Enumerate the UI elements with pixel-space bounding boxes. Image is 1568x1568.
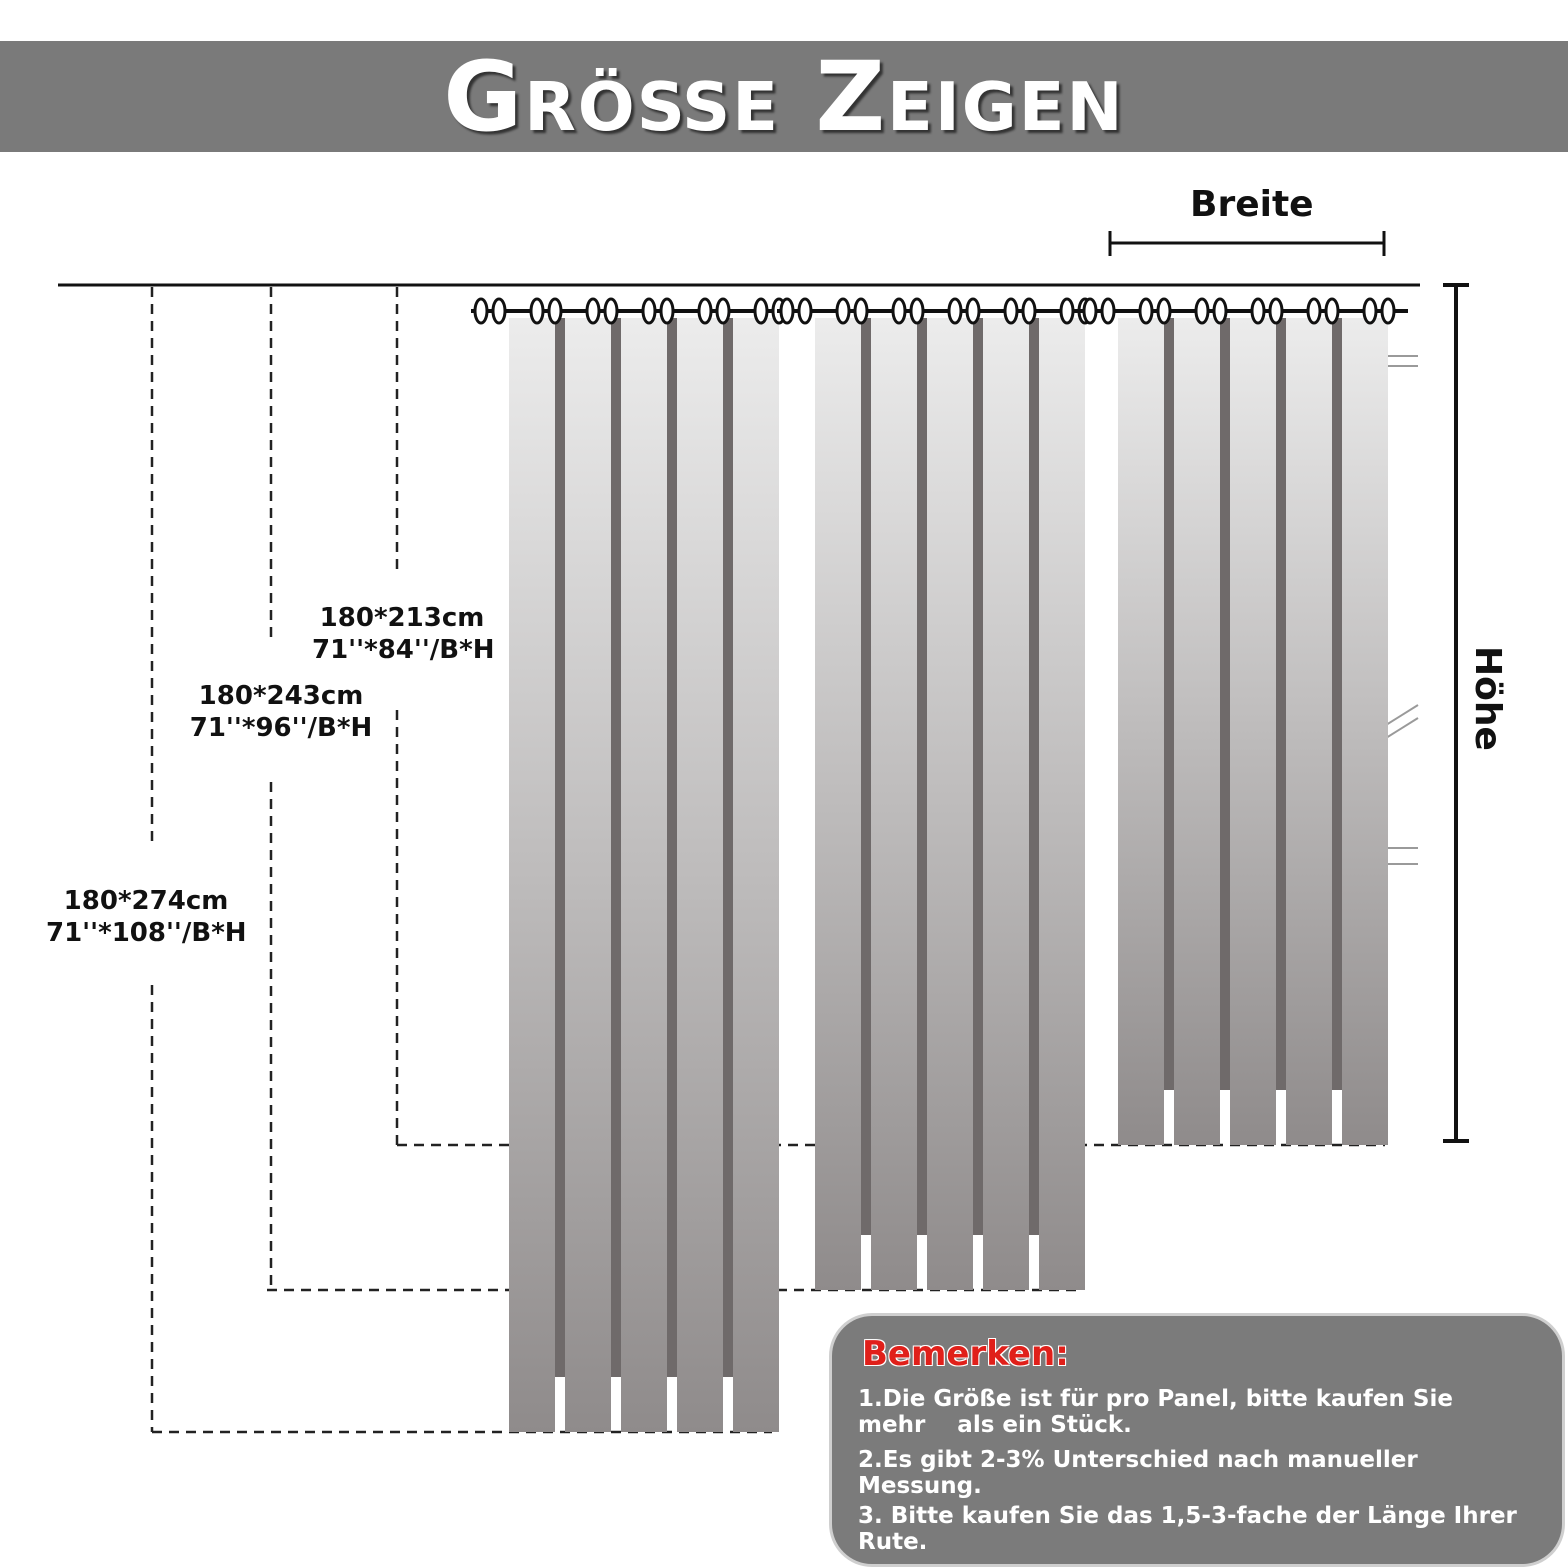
curtain-fold-shadow [1332,318,1342,1090]
curtain-strip-short-1 [1118,318,1164,1145]
grommet-ring [1005,299,1017,323]
grommet-ring [1158,299,1170,323]
width-dimension [1110,231,1384,256]
curtain-fold-shadow [861,318,871,1235]
grommet-ring [1102,299,1114,323]
curtain-strip-short-2 [1174,318,1220,1145]
grommet-ring [1308,299,1320,323]
grommet-ring [1364,299,1376,323]
size-metric-243: 180*243cm [198,681,364,711]
grommet-ring [493,299,505,323]
curtain-fold-shadow [667,318,677,1377]
curtain-fold-shadow [917,318,927,1235]
grommet-ring [1140,299,1152,323]
size-label-213 [312,602,495,666]
grommet-ring [1084,299,1096,323]
grommet-ring [1270,299,1282,323]
curtain-strip-long-5 [733,318,779,1432]
grommet-ring [699,299,711,323]
decorative-ticks [1386,356,1418,864]
curtain-fold-shadow [1276,318,1286,1090]
grommet-ring [755,299,767,323]
grommet-ring [1023,299,1035,323]
grommet-ring [1252,299,1264,323]
curtain-fold-shadow [973,318,983,1235]
grommet-ring [587,299,599,323]
grommet-ring [949,299,961,323]
grommet-ring [837,299,849,323]
grommet-ring [1326,299,1338,323]
grommet-ring [605,299,617,323]
grommet-ring [781,299,793,323]
curtain-strip-short-4 [1286,318,1332,1145]
size-metric-213: 180*213cm [319,603,485,633]
grommet-ring [531,299,543,323]
note-item-2: 2.Es gibt 2-3% Unterschied nach manueller Messung. [858,1447,1418,1499]
note-item-3: 3. Bitte kaufen Sie das 1,5-3-fache der Länge Ihrer Rute. [858,1503,1517,1555]
size-label-243 [186,680,376,744]
size-imperial-213: 71''*84''/B*H [312,635,495,665]
curtain-strip-long-3 [621,318,667,1432]
curtain-strip-medium-2 [871,318,917,1290]
grommet-ring [1382,299,1394,323]
curtain-strip-medium-4 [983,318,1029,1290]
notes-title: Bemerken: [862,1334,1069,1374]
curtain-fold-shadow [1220,318,1230,1090]
curtain-fold-shadow [723,318,733,1377]
size-imperial-274: 71''*108''/B*H [46,918,247,948]
grommet-ring [893,299,905,323]
note-item-1: 1.Die Größe ist für pro Panel, bitte kaufen Sie mehr als ein Stück. [858,1386,1453,1438]
curtain-strip-medium-5 [1039,318,1085,1290]
grommet-ring [967,299,979,323]
height-label: Höhe [1467,646,1508,751]
width-label: Breite [1190,184,1314,225]
curtain-fold-shadow [1164,318,1174,1090]
grommet-ring [911,299,923,323]
size-metric-274: 180*274cm [63,886,229,916]
grommet-ring [549,299,561,323]
grommet-ring [661,299,673,323]
grommet-ring [643,299,655,323]
curtain-strip-short-3 [1230,318,1276,1145]
curtain-fold-shadow [1029,318,1039,1235]
curtain-strip-long-1 [509,318,555,1432]
curtain-strip-medium-3 [927,318,973,1290]
grommet-ring [1061,299,1073,323]
notes-box [832,1316,1562,1564]
curtain-strip-long-4 [677,318,723,1432]
grommet-ring [855,299,867,323]
grommet-ring [1214,299,1226,323]
grommet-ring [717,299,729,323]
size-imperial-243: 71''*96''/B*H [189,713,373,743]
page-title: Größe Zeigen [443,40,1125,153]
grommet-ring [475,299,487,323]
grommet-ring [799,299,811,323]
curtain-strip-short-5 [1342,318,1388,1145]
curtain-fold-shadow [555,318,565,1377]
curtain-strip-long-2 [565,318,611,1432]
curtain-strip-medium-1 [815,318,861,1290]
grommet-ring [1196,299,1208,323]
height-dimension [1443,285,1469,1141]
curtain-fold-shadow [611,318,621,1377]
curtain-panels [509,318,1388,1432]
size-label-274 [46,885,246,949]
